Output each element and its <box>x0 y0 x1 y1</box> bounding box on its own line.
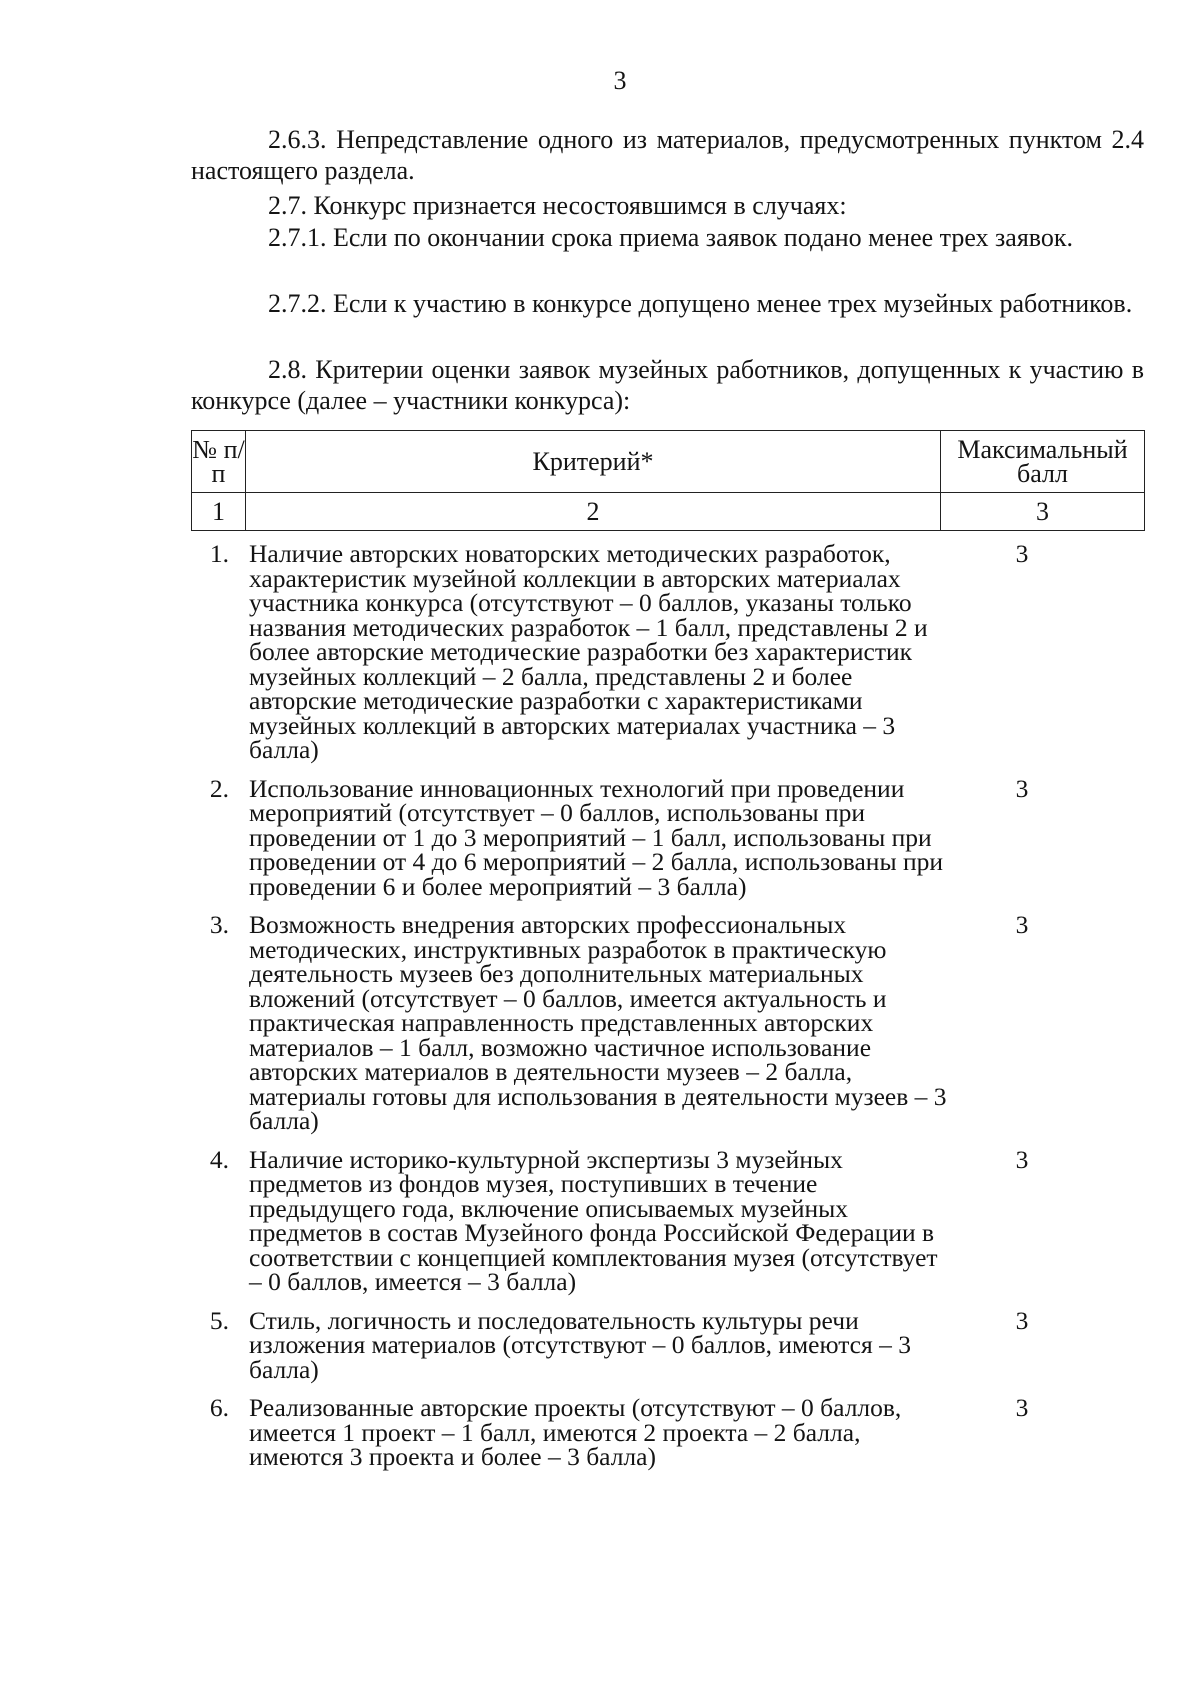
table-row <box>191 773 1145 901</box>
table-row <box>191 539 1145 764</box>
header-max-score: Максимальный балл <box>941 431 1145 493</box>
header-criterion: Критерий* <box>246 431 941 493</box>
table-row <box>191 1144 1145 1296</box>
column-number-3: 3 <box>941 493 1145 531</box>
row-number: 4. <box>209 1144 229 1174</box>
row-criterion: Стиль, логичность и последовательность культуры речи изложения материалов (отсутствуют – 0 баллов, имеются – 3 балла) <box>249 1305 911 1384</box>
paragraph-2-7-2: 2.7.2. Если к участию в конкурсе допущено менее трех музейных работников. <box>268 289 1133 318</box>
row-score: 3 <box>1015 1305 1029 1335</box>
header-number: № п/п <box>192 431 246 493</box>
paragraph-2-7: 2.7. Конкурс признается несостоявшимся в случаях: <box>268 191 847 220</box>
paragraph-2-6-3: 2.6.3. Непредставление одного из материалов, предусмотренных пунктом 2.4 настоящего раздела. <box>191 125 1144 185</box>
row-criterion: Возможность внедрения авторских профессиональных методических, инструктивных разработок в практическую деятельность музеев без дополнительных материальных вложений (отсутствует – 0 баллов, имеется актуальность и практическая направленность представленных авторских материалов – 1 балл, возможно частичное использование авторских материалов в деятельности музеев – 2 балла, материалы готовы для использования в деятельности музеев – 3 балла) <box>249 910 947 1135</box>
page-number: 3 <box>613 66 627 95</box>
table-row <box>191 1305 1145 1384</box>
row-number: 5. <box>209 1305 229 1335</box>
row-number: 3. <box>209 910 229 939</box>
table-row <box>191 910 1145 1135</box>
table-column-numbers-row <box>192 493 1145 531</box>
row-score: 3 <box>1015 773 1029 803</box>
row-number: 6. <box>209 1393 229 1422</box>
row-criterion: Реализованные авторские проекты (отсутствуют – 0 баллов, имеется 1 проект – 1 балл, имеются 2 проекта – 2 балла, имеются 3 проекта и более – 3 балла) <box>249 1393 902 1471</box>
column-number-2: 2 <box>246 493 941 531</box>
criteria-list <box>191 539 1145 1484</box>
table-header-row <box>192 431 1145 493</box>
criteria-table-header <box>191 430 1145 531</box>
row-number: 2. <box>209 773 229 803</box>
row-criterion: Наличие историко-культурной экспертизы 3 музейных предметов из фондов музея, поступивших в течение предыдущего года, включение описываемых музейных предметов в состав Музейного фонда Российской Федерации в соответствии с концепцией комплектования музея (отсутствует – 0 баллов, имеется – 3 балла) <box>249 1144 938 1296</box>
row-criterion: Наличие авторских новаторских методических разработок, характеристик музейной коллекции в авторских материалах участника конкурса (отсутствуют – 0 баллов, указаны только названия методических разработок – 1 балл, представлены 2 и более авторские методические разработки без характеристик музейных коллекций – 2 балла, представлены 2 и более авторские методические разработки с характеристиками музейных коллекций в авторских материалах участника – 3 балла) <box>249 539 928 764</box>
row-criterion: Использование инновационных технологий при проведении мероприятий (отсутствует – 0 баллов, использованы при проведении от 1 до 3 мероприятий – 1 балл, использованы при проведении от 4 до 6 мероприятий – 2 балла, использованы при проведении 6 и более мероприятий – 3 балла) <box>249 773 944 901</box>
row-score: 3 <box>1015 1144 1029 1174</box>
paragraph-2-8: 2.8. Критерии оценки заявок музейных работников, допущенных к участию в конкурсе (далее – участники конкурса): <box>191 355 1144 415</box>
paragraph-2-7-1: 2.7.1. Если по окончании срока приема заявок подано менее трех заявок. <box>268 223 1074 252</box>
table-row <box>191 1393 1145 1471</box>
row-score: 3 <box>1015 1393 1029 1422</box>
row-number: 1. <box>209 539 229 568</box>
row-score: 3 <box>1015 539 1029 568</box>
row-score: 3 <box>1015 910 1029 939</box>
column-number-1: 1 <box>192 493 246 531</box>
